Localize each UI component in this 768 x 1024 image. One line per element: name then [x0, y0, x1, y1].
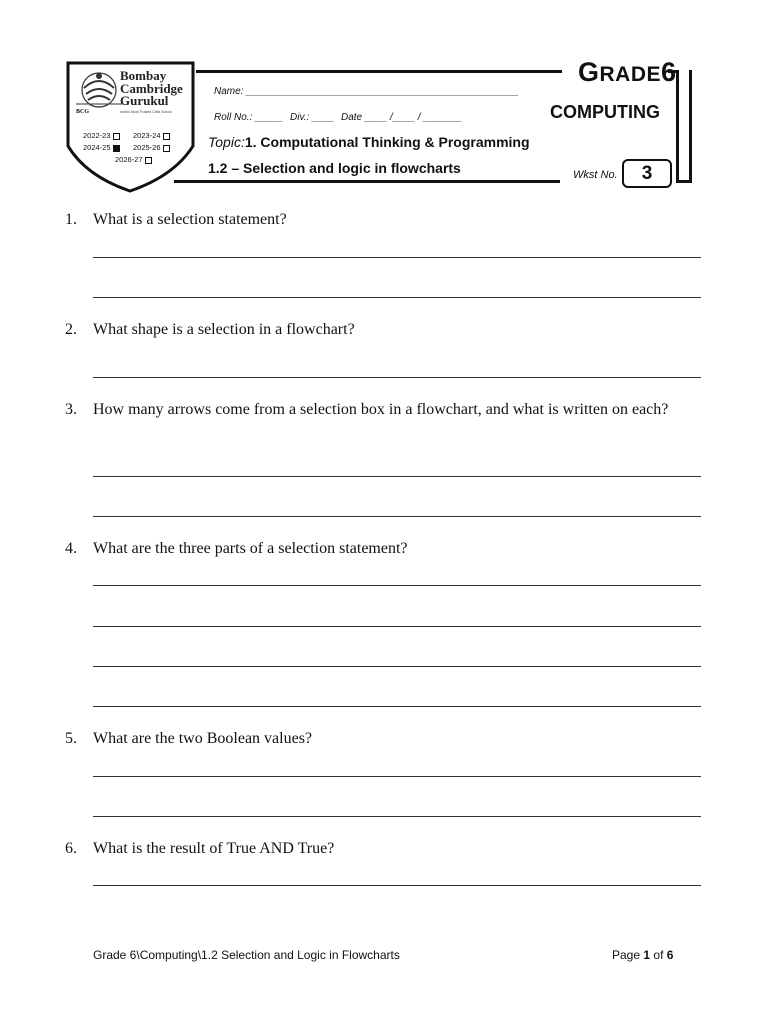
subject-title: COMPUTING: [550, 102, 660, 122]
year-option: 2026-27: [115, 155, 152, 164]
header-bottom-rule: [174, 180, 560, 183]
question-text: What are the three parts of a selection statement?: [93, 540, 408, 557]
page-indicator: Page 1 of 6: [612, 948, 674, 962]
date-field[interactable]: Date ____ /____ / _______: [341, 112, 463, 123]
grade-title: GRADE6: [578, 57, 677, 87]
year-checkbox[interactable]: [145, 157, 152, 164]
answer-line[interactable]: [93, 257, 701, 258]
answer-line[interactable]: [93, 885, 701, 886]
topic-line: Topic:1. Computational Thinking & Programming: [208, 134, 530, 150]
year-checkbox[interactable]: [163, 133, 170, 140]
question-number: 5.: [65, 730, 77, 747]
answer-line[interactable]: [93, 297, 701, 298]
school-tagline: India's Most Trusted Child School: [120, 110, 172, 114]
header-right-edge: [689, 70, 692, 183]
question-text: What are the two Boolean values?: [93, 730, 313, 747]
year-checkbox[interactable]: [113, 133, 120, 140]
year-option: 2023-24: [133, 131, 170, 140]
name-field[interactable]: Name: _________________________________________________: [214, 86, 519, 97]
worksheet-number: 3: [622, 159, 672, 188]
answer-line[interactable]: [93, 706, 701, 707]
question-number: 1.: [65, 211, 77, 228]
year-option: 2024-25: [83, 143, 120, 152]
question-text: What is the result of True AND True?: [93, 840, 335, 857]
question-number: 4.: [65, 540, 77, 557]
year-option: 2025-26: [133, 143, 170, 152]
roll-field[interactable]: Roll No.: _____: [214, 112, 283, 123]
answer-line[interactable]: [93, 666, 701, 667]
question-number: 6.: [65, 840, 77, 857]
answer-line[interactable]: [93, 776, 701, 777]
question-text: What is a selection statement?: [93, 211, 287, 228]
answer-line[interactable]: [93, 585, 701, 586]
answer-line[interactable]: [93, 516, 701, 517]
year-checkbox-checked[interactable]: [113, 145, 120, 152]
question-text: What shape is a selection in a flowchart?: [93, 321, 355, 338]
year-checkbox[interactable]: [163, 145, 170, 152]
school-name: Bombay Cambridge Gurukul: [120, 68, 183, 108]
year-option: 2022-23: [83, 131, 120, 140]
question-text: How many arrows come from a selection box in a flowchart, and what is written on each?: [93, 401, 669, 418]
question-number: 2.: [65, 321, 77, 338]
footer-path: Grade 6\Computing\1.2 Selection and Logic in Flowcharts: [93, 948, 400, 962]
worksheet-label: Wkst No.: [573, 169, 618, 181]
answer-line[interactable]: [93, 377, 701, 378]
subtopic-line: 1.2 – Selection and logic in flowcharts: [208, 160, 461, 176]
div-field[interactable]: Div.: ____: [290, 112, 335, 123]
answer-line[interactable]: [93, 626, 701, 627]
header-top-rule: [196, 70, 562, 73]
school-abbr: BCG: [76, 109, 90, 115]
answer-line[interactable]: [93, 816, 701, 817]
question-number: 3.: [65, 401, 77, 418]
answer-line[interactable]: [93, 476, 701, 477]
